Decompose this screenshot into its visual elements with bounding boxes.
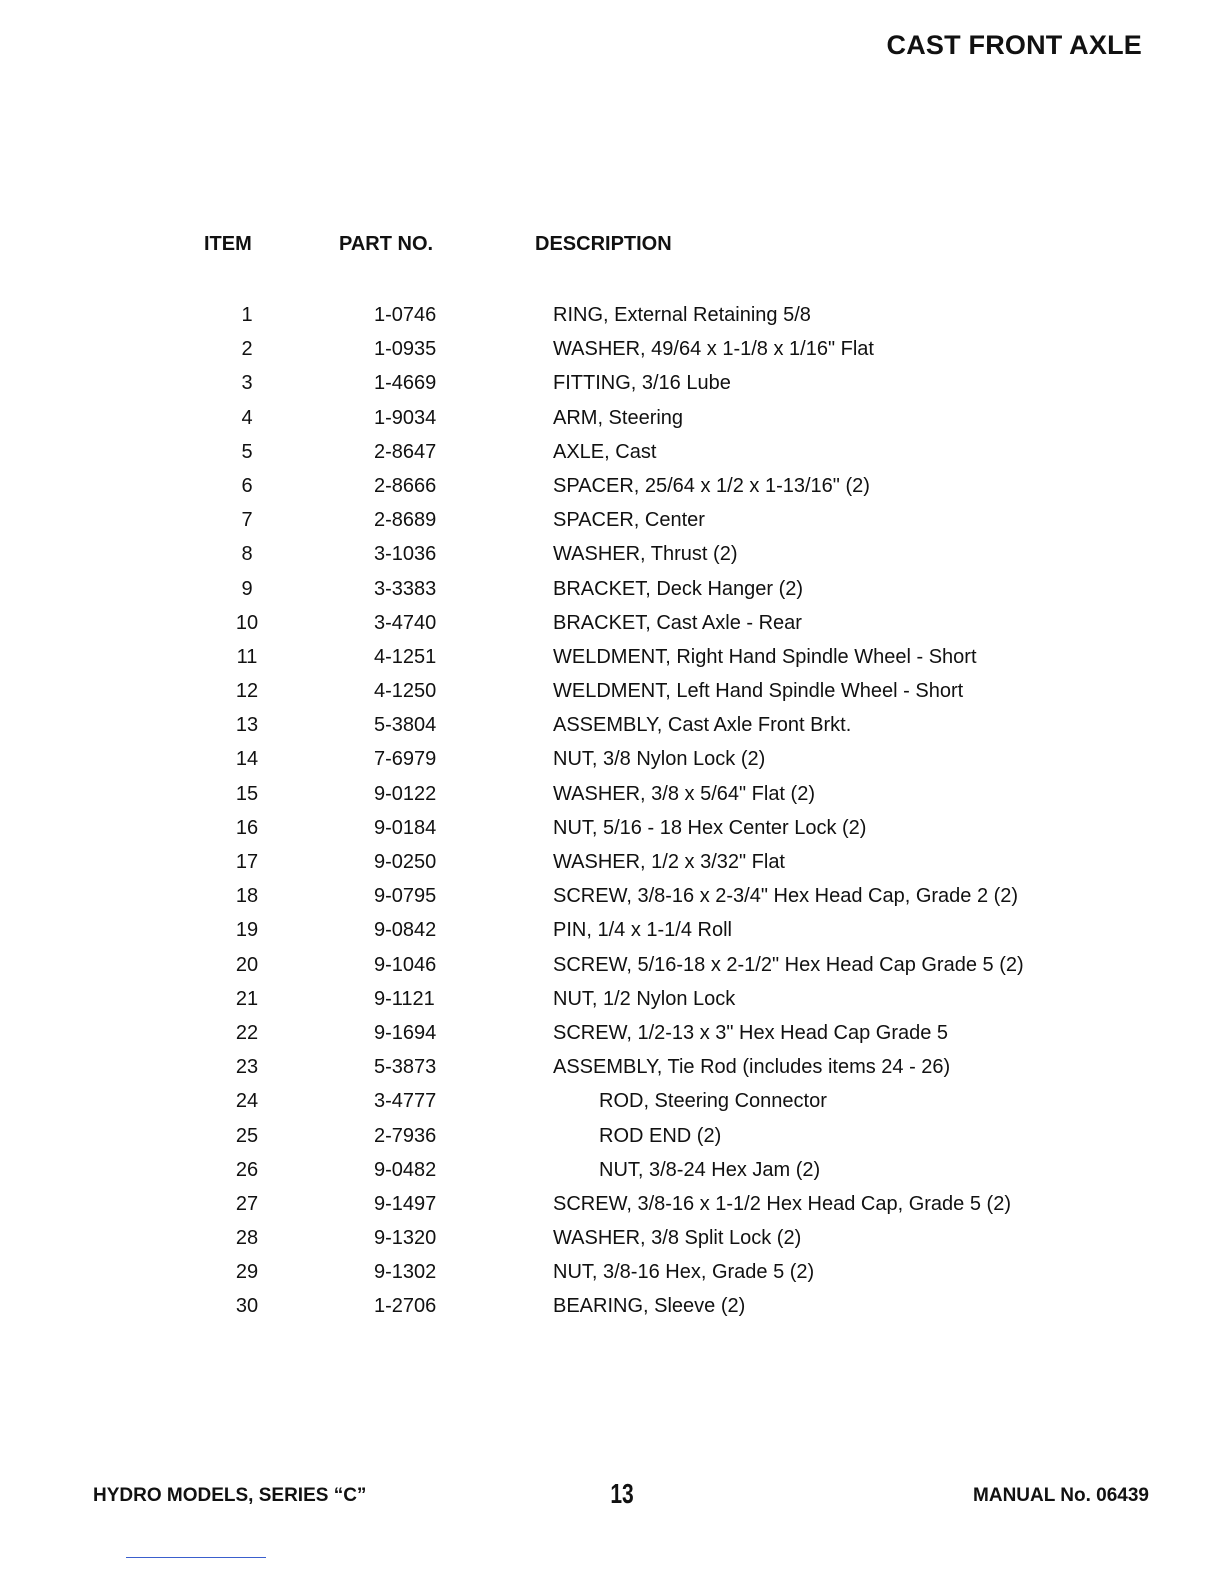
table-row [0, 845, 1224, 879]
part-description: NUT, 3/8-24 Hex Jam (2) [599, 1158, 821, 1181]
table-row [0, 708, 1224, 742]
table-row [0, 777, 1224, 811]
item-number: 20 [235, 953, 259, 976]
part-description: NUT, 5/16 - 18 Hex Center Lock (2) [553, 816, 867, 839]
part-number: 2-7936 [374, 1124, 437, 1147]
item-number: 28 [235, 1227, 259, 1250]
part-description: ROD, Steering Connector [599, 1090, 827, 1113]
item-number: 13 [235, 714, 259, 737]
part-description: NUT, 1/2 Nylon Lock [553, 987, 736, 1010]
part-description: WASHER, Thrust (2) [553, 543, 738, 566]
table-row [0, 1153, 1224, 1187]
item-number: 23 [235, 1056, 259, 1079]
part-description: BRACKET, Cast Axle - Rear [553, 611, 802, 634]
table-row [0, 640, 1224, 674]
part-number: 9-1497 [374, 1192, 437, 1215]
table-row [0, 1255, 1224, 1289]
item-number: 29 [235, 1261, 259, 1284]
table-row [0, 469, 1224, 503]
item-number: 10 [235, 611, 259, 634]
table-row [0, 606, 1224, 640]
part-description: ASSEMBLY, Tie Rod (includes items 24 - 26) [553, 1056, 951, 1079]
part-number: 3-4740 [374, 611, 437, 634]
table-row [0, 1119, 1224, 1153]
part-number: 4-1250 [374, 680, 437, 703]
part-description: PIN, 1/4 x 1-1/4 Roll [553, 919, 732, 942]
part-number: 9-0122 [374, 782, 437, 805]
table-row [0, 401, 1224, 435]
part-number: 1-4669 [374, 372, 437, 395]
item-number: 7 [241, 509, 253, 532]
item-number: 9 [241, 577, 253, 600]
item-number: 8 [241, 543, 253, 566]
table-row [0, 435, 1224, 469]
part-description: BRACKET, Deck Hanger (2) [553, 577, 804, 600]
table-row [0, 572, 1224, 606]
item-number: 27 [235, 1192, 259, 1215]
table-row [0, 537, 1224, 571]
part-number: 1-2706 [374, 1295, 437, 1318]
part-number: 9-1046 [374, 953, 437, 976]
part-number: 9-0250 [374, 851, 437, 873]
part-number: 5-3873 [374, 1056, 437, 1079]
part-number: 3-4777 [374, 1090, 437, 1113]
item-number: 16 [235, 816, 259, 839]
part-description: WELDMENT, Right Hand Spindle Wheel - Short [553, 645, 977, 668]
table-row [0, 948, 1224, 982]
part-description: ARM, Steering [553, 406, 684, 429]
part-description: SPACER, Center [553, 509, 705, 532]
part-description: BEARING, Sleeve (2) [553, 1295, 746, 1318]
parts-table [0, 298, 1224, 1324]
item-number: 5 [241, 440, 253, 463]
item-number: 22 [235, 1021, 259, 1044]
item-number: 4 [241, 406, 253, 429]
item-number: 2 [241, 338, 253, 361]
table-row [0, 879, 1224, 913]
part-number: 9-1694 [374, 1021, 437, 1044]
table-row [0, 1289, 1224, 1323]
footer-models: HYDRO MODELS, SERIES “C” [93, 1485, 367, 1506]
part-number: 9-1302 [374, 1261, 437, 1284]
part-description: WASHER, 49/64 x 1-1/8 x 1/16" Flat [553, 338, 874, 361]
column-header-part-no: PART NO. [339, 233, 434, 255]
page-title: CAST FRONT AXLE [886, 30, 1142, 60]
part-description: ASSEMBLY, Cast Axle Front Brkt. [553, 714, 852, 737]
item-number: 17 [235, 851, 259, 873]
table-row [0, 811, 1224, 845]
part-description: WASHER, 1/2 x 3/32" Flat [553, 851, 785, 873]
table-row [0, 913, 1224, 947]
part-description: NUT, 3/8 Nylon Lock (2) [553, 748, 766, 771]
item-number: 19 [235, 919, 259, 942]
part-description: AXLE, Cast [553, 440, 657, 463]
part-number: 9-0184 [374, 816, 437, 839]
part-description: NUT, 3/8-16 Hex, Grade 5 (2) [553, 1261, 815, 1284]
part-description: SCREW, 3/8-16 x 2-3/4" Hex Head Cap, Grade 2 (2) [553, 885, 1019, 908]
item-number: 15 [235, 782, 259, 805]
part-description: FITTING, 3/16 Lube [553, 372, 731, 395]
part-number: 2-8689 [374, 509, 437, 532]
part-number: 1-0935 [374, 338, 437, 361]
table-row [0, 982, 1224, 1016]
part-number: 9-1121 [374, 987, 435, 1010]
item-number: 25 [235, 1124, 259, 1147]
item-number: 14 [235, 748, 259, 771]
part-description: ROD END (2) [599, 1124, 722, 1147]
column-header-description: DESCRIPTION [535, 233, 672, 255]
part-number: 1-0746 [374, 304, 437, 326]
table-row [0, 1187, 1224, 1221]
part-number: 9-0795 [374, 885, 437, 908]
table-row [0, 366, 1224, 400]
item-number: 30 [235, 1295, 259, 1318]
item-number: 11 [236, 645, 258, 668]
part-description: SCREW, 1/2-13 x 3" Hex Head Cap Grade 5 [553, 1021, 949, 1044]
table-row [0, 298, 1224, 332]
item-number: 18 [235, 885, 259, 908]
item-number: 3 [241, 372, 253, 395]
part-number: 3-1036 [374, 543, 437, 566]
table-row [0, 742, 1224, 776]
part-number: 9-0482 [374, 1158, 437, 1181]
item-number: 26 [235, 1158, 259, 1181]
part-number: 4-1251 [374, 645, 437, 668]
table-row [0, 1084, 1224, 1118]
table-row [0, 674, 1224, 708]
part-number: 7-6979 [374, 748, 437, 771]
part-number: 2-8647 [374, 440, 437, 463]
part-description: SCREW, 5/16-18 x 2-1/2" Hex Head Cap Grade 5 (2) [553, 953, 1024, 976]
part-description: RING, External Retaining 5/8 [553, 304, 811, 326]
part-description: WELDMENT, Left Hand Spindle Wheel - Short [553, 680, 964, 703]
part-number: 2-8666 [374, 474, 437, 497]
bottom-divider [126, 1557, 266, 1558]
part-description: SPACER, 25/64 x 1/2 x 1-13/16" (2) [553, 474, 870, 497]
item-number: 24 [235, 1090, 259, 1113]
part-number: 9-0842 [374, 919, 437, 942]
column-header-item: ITEM [204, 233, 252, 255]
item-number: 6 [241, 474, 253, 497]
part-number: 5-3804 [374, 714, 437, 737]
table-row [0, 332, 1224, 366]
part-description: WASHER, 3/8 x 5/64" Flat (2) [553, 782, 815, 805]
item-number: 12 [235, 680, 259, 703]
part-number: 1-9034 [374, 406, 437, 429]
part-number: 3-3383 [374, 577, 437, 600]
part-description: WASHER, 3/8 Split Lock (2) [553, 1227, 802, 1250]
item-number: 21 [235, 987, 259, 1010]
part-description: SCREW, 3/8-16 x 1-1/2 Hex Head Cap, Grade 5 (2) [553, 1192, 1011, 1215]
page-number: 13 [610, 1478, 634, 1509]
table-row [0, 1050, 1224, 1084]
table-row [0, 1016, 1224, 1050]
part-number: 9-1320 [374, 1227, 437, 1250]
footer-manual-number: MANUAL No. 06439 [973, 1485, 1149, 1506]
item-number: 1 [241, 304, 253, 326]
table-row [0, 1221, 1224, 1255]
table-row [0, 503, 1224, 537]
